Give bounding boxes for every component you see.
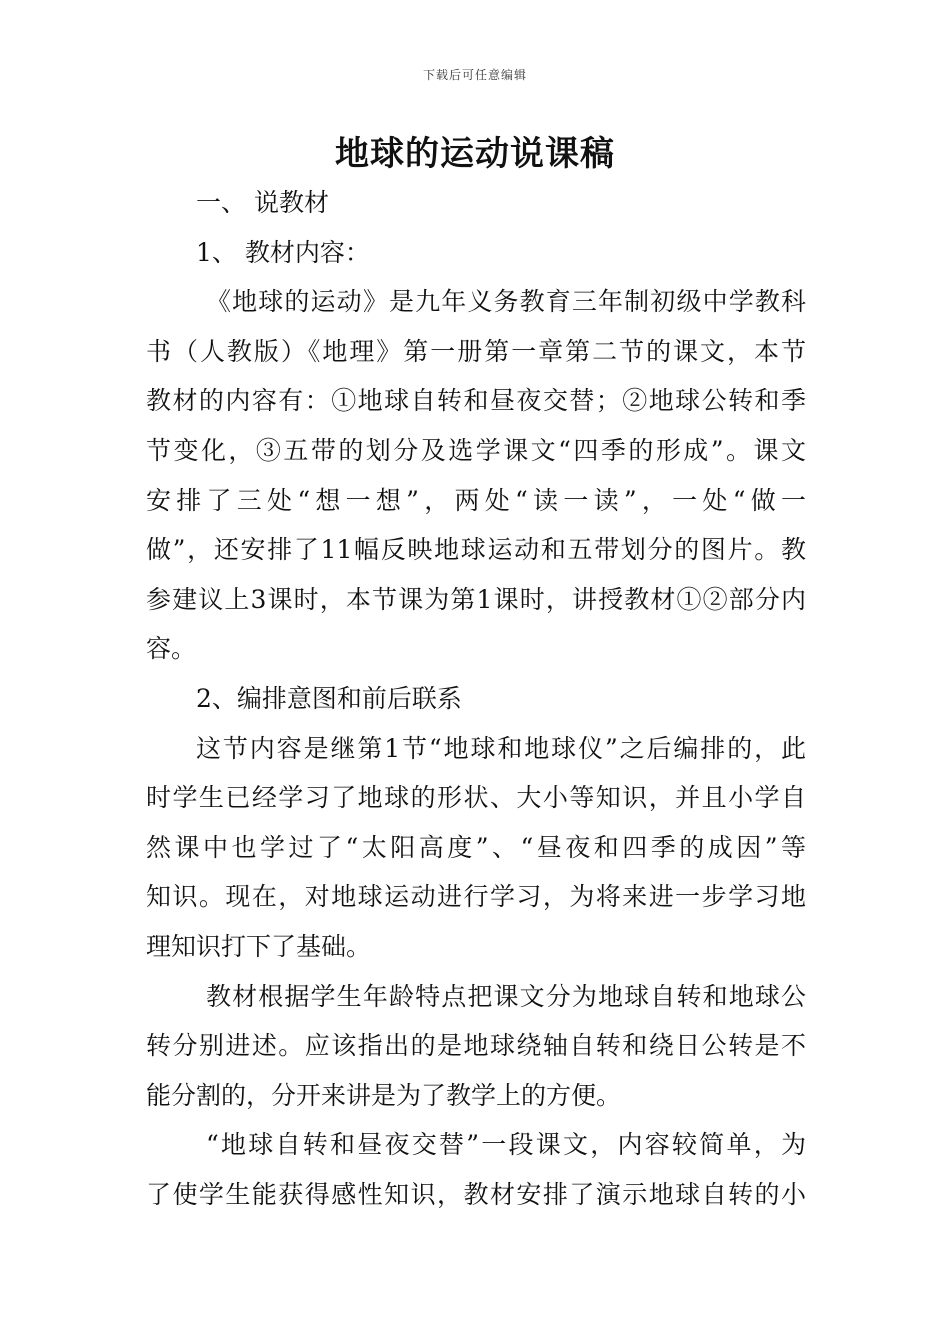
text-line: 教材的内容有：①地球自转和昼夜交替；②地球公转和季 bbox=[146, 386, 806, 416]
text-line: 能分割的，分开来讲是为了教学上的方便。 bbox=[146, 1080, 622, 1110]
text-line: 知识。现在，对地球运动进行学习，为将来进一步学习地 bbox=[146, 882, 806, 912]
text-line: 一、 说教材 bbox=[196, 188, 329, 217]
text-line: 容。 bbox=[146, 634, 197, 664]
text-line: 然课中也学过了“太阳高度”、“昼夜和四季的成因”等 bbox=[146, 832, 806, 862]
text-line: 1、 教材内容： bbox=[196, 237, 370, 267]
text-line: 了使学生能获得感性知识，教材安排了演示地球自转的小 bbox=[146, 1179, 806, 1209]
document-body bbox=[146, 178, 806, 1219]
text-line: 《地球的运动》是九年义务教育三年制初级中学教科 bbox=[206, 287, 806, 317]
text-line: 2、编排意图和前后联系 bbox=[196, 683, 462, 713]
text-line: 参建议上3课时，本节课为第1课时，讲授教材①②部分内 bbox=[146, 584, 806, 614]
text-line: 教材根据学生年龄特点把课文分为地球自转和地球公 bbox=[206, 981, 806, 1011]
text-line: 书（人教版）《地理》第一册第一章第二节的课文，本节 bbox=[146, 336, 806, 366]
text-line: 安排了三处“想一想”，两处“读一读”，一处“做一 bbox=[146, 485, 806, 515]
text-line: 节变化，③五带的划分及选学课文“四季的形成”。课文 bbox=[146, 435, 806, 465]
document-title: 地球的运动说课稿 bbox=[335, 134, 615, 174]
header-note: 下载后可任意编辑 bbox=[422, 68, 527, 82]
text-line: “地球自转和昼夜交替”一段课文，内容较简单，为 bbox=[206, 1130, 806, 1160]
text-line: 理知识打下了基础。 bbox=[146, 931, 372, 961]
text-line: 这节内容是继第1节“地球和地球仪”之后编排的，此 bbox=[196, 733, 806, 763]
text-line: 做”，还安排了11幅反映地球运动和五带划分的图片。教 bbox=[146, 535, 806, 565]
text-line: 时学生已经学习了地球的形状、大小等知识，并且小学自 bbox=[146, 783, 806, 813]
text-line: 转分别进述。应该指出的是地球绕轴自转和绕日公转是不 bbox=[146, 1031, 806, 1061]
